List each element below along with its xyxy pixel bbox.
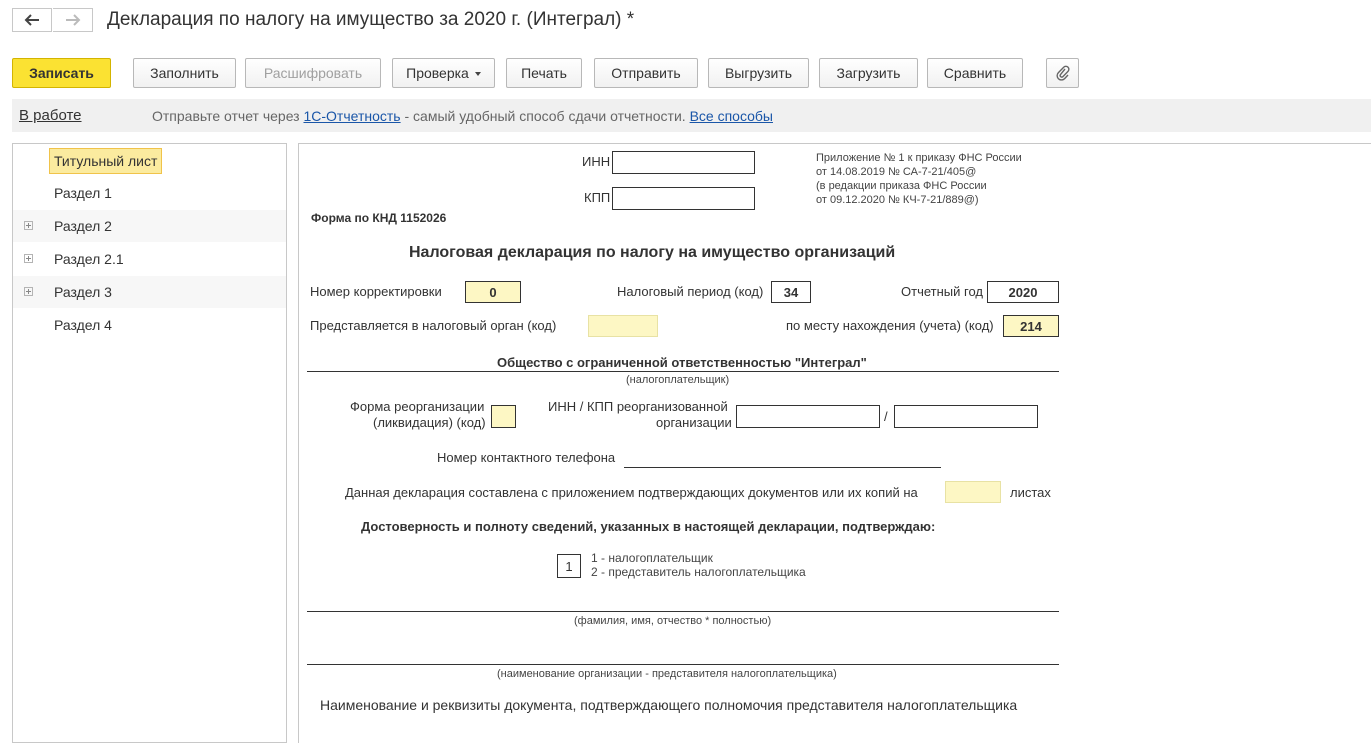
phone-field[interactable] bbox=[624, 467, 941, 468]
fio-caption: (фамилия, имя, отчество * полностью) bbox=[574, 615, 772, 627]
sidebar-item-section-2-1[interactable] bbox=[13, 243, 286, 275]
reorg-inn-field[interactable] bbox=[736, 405, 880, 428]
export-button[interactable]: Выгрузить bbox=[708, 58, 809, 88]
kpp-label: КПП bbox=[584, 190, 611, 205]
print-button[interactable]: Печать bbox=[506, 58, 582, 88]
check-button[interactable] bbox=[392, 58, 495, 88]
confirm-heading: Достоверность и полноту сведений, указанных в настоящей декларации, подтверждаю: bbox=[361, 519, 936, 534]
sidebar-item-label: Раздел 1 bbox=[54, 185, 112, 201]
check-button-label: Проверка bbox=[406, 65, 469, 81]
knd-label: Форма по КНД 1152026 bbox=[311, 211, 447, 225]
sheets-label: Данная декларация составлена с приложением подтверждающих документов или их копий на bbox=[345, 485, 918, 500]
authority-label: Представляется в налоговый орган (код) bbox=[310, 318, 557, 333]
save-button[interactable]: Записать bbox=[12, 58, 111, 88]
sidebar-item-section-2[interactable] bbox=[13, 210, 286, 242]
sidebar-item-label: Раздел 2.1 bbox=[54, 251, 124, 267]
inn-field[interactable] bbox=[612, 151, 755, 174]
org-name-line bbox=[307, 371, 1059, 372]
arrow-right-icon bbox=[65, 14, 81, 26]
form-heading: Налоговая декларация по налогу на имущество организаций bbox=[409, 244, 896, 261]
info-text bbox=[152, 108, 773, 124]
status-link[interactable]: В работе bbox=[19, 107, 82, 124]
location-label: по месту нахождения (учета) (код) bbox=[786, 318, 994, 333]
appendix-line-4: от 09.12.2020 № КЧ-7-21/889@) bbox=[816, 194, 979, 206]
info-bar bbox=[12, 99, 1371, 132]
forward-button[interactable] bbox=[53, 8, 93, 32]
expand-icon[interactable] bbox=[24, 287, 33, 296]
appendix-line-3: (в редакции приказа ФНС России bbox=[816, 180, 987, 192]
sheets-field[interactable] bbox=[945, 481, 1001, 503]
decode-button[interactable]: Расшифровать bbox=[245, 58, 381, 88]
chevron-down-icon bbox=[475, 72, 481, 76]
import-button[interactable]: Загрузить bbox=[819, 58, 918, 88]
fill-button[interactable]: Заполнить bbox=[133, 58, 236, 88]
link-1c-reporting[interactable]: 1С-Отчетность bbox=[303, 108, 401, 124]
expand-icon[interactable] bbox=[24, 221, 33, 230]
location-field[interactable]: 214 bbox=[1003, 315, 1059, 337]
correction-label: Номер корректировки bbox=[310, 284, 442, 299]
window-title: Декларация по налогу на имущество за 2020 г. (Интеграл) * bbox=[107, 9, 635, 30]
appendix-line-1: Приложение № 1 к приказу ФНС России bbox=[816, 152, 1022, 164]
compare-button[interactable]: Сравнить bbox=[927, 58, 1023, 88]
info-text-before: Отправьте отчет через bbox=[152, 108, 304, 124]
reorg-label-2: (ликвидация) (код) bbox=[373, 415, 486, 430]
form-document bbox=[298, 143, 1371, 743]
sidebar-item-label: Раздел 3 bbox=[54, 284, 112, 300]
inn-label: ИНН bbox=[582, 154, 611, 169]
arrow-left-icon bbox=[24, 14, 40, 26]
sections-panel bbox=[12, 143, 287, 743]
back-button[interactable] bbox=[12, 8, 52, 32]
sidebar-item-label: Раздел 2 bbox=[54, 218, 112, 234]
representative-caption: (наименование организации - представителя налогоплательщика) bbox=[497, 668, 837, 680]
representative-line[interactable] bbox=[307, 664, 1059, 665]
reorg-inn-label-1: ИНН / КПП реорганизованной bbox=[548, 399, 728, 414]
attach-button[interactable] bbox=[1046, 58, 1079, 88]
sidebar-item-section-1[interactable] bbox=[13, 177, 286, 209]
reorg-label-1: Форма реорганизации bbox=[350, 399, 485, 414]
sidebar-item-title-page[interactable] bbox=[13, 145, 286, 177]
reorg-kpp-field[interactable] bbox=[894, 405, 1038, 428]
sheets-suffix: листах bbox=[1010, 485, 1051, 500]
correction-field[interactable]: 0 bbox=[465, 281, 521, 303]
signer-option-2: 2 - представитель налогоплательщика bbox=[591, 565, 806, 579]
sidebar-item-label: Титульный лист bbox=[49, 148, 162, 174]
reorg-form-field[interactable] bbox=[491, 405, 516, 428]
sidebar-item-section-3[interactable] bbox=[13, 276, 286, 308]
authority-document-label: Наименование и реквизиты документа, подтверждающего полномочия представителя налогоплательщика bbox=[320, 697, 1018, 713]
send-button[interactable]: Отправить bbox=[594, 58, 698, 88]
slash-separator: / bbox=[884, 409, 888, 424]
taxpayer-caption: (налогоплательщик) bbox=[626, 374, 730, 386]
fio-line[interactable] bbox=[307, 611, 1059, 612]
sidebar-item-label: Раздел 4 bbox=[54, 317, 112, 333]
signer-option-1: 1 - налогоплательщик bbox=[591, 551, 713, 565]
paperclip-icon bbox=[1056, 65, 1070, 81]
sidebar-item-section-4[interactable] bbox=[13, 309, 286, 341]
appendix-line-2: от 14.08.2019 № СА-7-21/405@ bbox=[816, 166, 977, 178]
year-label: Отчетный год bbox=[901, 284, 983, 299]
expand-icon[interactable] bbox=[24, 254, 33, 263]
signer-field[interactable]: 1 bbox=[557, 554, 581, 578]
authority-field[interactable] bbox=[588, 315, 658, 337]
period-field[interactable]: 34 bbox=[771, 281, 811, 303]
year-field[interactable]: 2020 bbox=[987, 281, 1059, 303]
link-all-methods[interactable]: Все способы bbox=[689, 108, 773, 124]
reorg-inn-label-2: организации bbox=[656, 415, 732, 430]
phone-label: Номер контактного телефона bbox=[437, 450, 616, 465]
org-name: Общество с ограниченной ответственностью "Интеграл" bbox=[497, 355, 867, 370]
info-text-after: - самый удобный способ сдачи отчетности. bbox=[400, 108, 690, 124]
period-label: Налоговый период (код) bbox=[617, 284, 764, 299]
kpp-field[interactable] bbox=[612, 187, 755, 210]
